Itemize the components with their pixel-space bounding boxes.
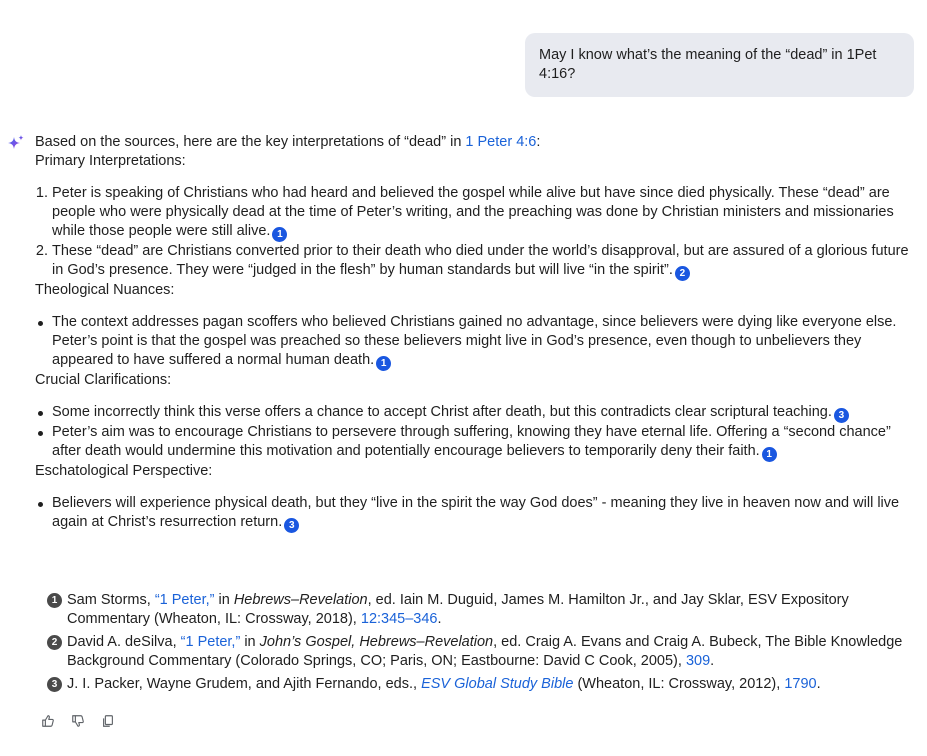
section-title-primary: Primary Interpretations: (35, 153, 186, 169)
copy-icon (101, 714, 115, 728)
reference-page-link[interactable]: 1790 (784, 676, 817, 692)
citation-badge[interactable]: 3 (284, 518, 299, 533)
list-item: Peter’s aim was to encourage Christians to persevere through suffering, knowing they have eternal life. Offering a “second chance” after death would undermine this motivation and potentially encourage believers to temporarily deny their faith. 1 (35, 423, 915, 462)
sparkle-icon (6, 134, 26, 154)
assistant-answer (35, 133, 915, 533)
verse-link[interactable]: 1 Peter 4:6 (465, 134, 537, 150)
crucial-clarifications-list (35, 403, 915, 462)
citation-badge[interactable]: 1 (376, 356, 391, 371)
reference-book-link[interactable]: ESV Global Study Bible (421, 676, 574, 692)
user-message-bubble (525, 33, 914, 97)
thumbs-up-icon (41, 714, 55, 728)
list-item: 2. These “dead” are Christians converted prior to their death who died under the world’s disapproval, but are assured of a glorious future in God’s presence. They were “judged in the flesh” by human standards but will live “in the spirit”. 2 (52, 242, 915, 281)
reference-number: 3 (47, 677, 62, 692)
reference-title-link[interactable]: “1 Peter,” (180, 634, 241, 650)
citation-badge[interactable]: 1 (762, 447, 777, 462)
thumbs-down-button[interactable] (70, 713, 86, 729)
citation-badge[interactable]: 3 (834, 408, 849, 423)
reference-number: 2 (47, 635, 62, 650)
thumbs-up-button[interactable] (40, 713, 56, 729)
reference-item: 2 David A. deSilva, “1 Peter,” in John’s Gospel, Hebrews–Revelation, ed. Craig A. Evans and Craig A. Bubeck, The Bible Knowledge Background Commentary (Colorado Springs, CO; Paris, ON; Eastbourne: David C Cook, 2005), 309. (47, 633, 907, 671)
reference-number: 1 (47, 593, 62, 608)
references-list (47, 591, 907, 698)
list-item: Some incorrectly think this verse offers a chance to accept Christ after death, but this contradicts clear scriptural teaching. 3 (35, 403, 915, 423)
citation-badge[interactable]: 1 (272, 227, 287, 242)
thumbs-down-icon (71, 714, 85, 728)
list-item: The context addresses pagan scoffers who believed Christians gained no advantage, since believers were dying like everyone else. Peter’s point is that the gospel was preached so these believers might live in God’s presence, even though to unbelievers they appeared to have suffered a normal human death. 1 (35, 313, 915, 371)
reference-page-link[interactable]: 12:345–346 (360, 611, 438, 627)
copy-button[interactable] (100, 713, 116, 729)
list-item: 1. Peter is speaking of Christians who had heard and believed the gospel while alive but have since died physically. These “dead” are people who were physically dead at the time of Peter’s writing, and the preaching was done by Christian ministers and missionaries while those people were still alive. 1 (52, 184, 915, 242)
reference-page-link[interactable]: 309 (685, 653, 711, 669)
answer-intro: Based on the sources, here are the key interpretations of “dead” in 1 Peter 4:6: (35, 134, 541, 150)
reference-item: 1 Sam Storms, “1 Peter,” in Hebrews–Revelation, ed. Iain M. Duguid, James M. Hamilton Jr., and Jay Sklar, ESV Expository Commentary (Wheaton, IL: Crossway, 2018), 12:345–346. (47, 591, 907, 629)
list-item: Believers will experience physical death, but they “live in the spirit the way God does” - meaning they live in heaven now and will live again at Christ’s resurrection return. 3 (35, 494, 915, 533)
theological-nuances-list (35, 313, 915, 371)
section-title-clarifications: Crucial Clarifications: (35, 372, 172, 388)
section-title-eschatological: Eschatological Perspective: (35, 463, 213, 479)
citation-badge[interactable]: 2 (675, 266, 690, 281)
section-title-theological: Theological Nuances: (35, 282, 175, 298)
user-message-text: May I know what’s the meaning of the “dead” in 1Pet 4:16? (539, 47, 877, 82)
primary-interpretations-list (35, 184, 915, 281)
reference-item: 3 J. I. Packer, Wayne Grudem, and Ajith Fernando, eds., ESV Global Study Bible (Wheaton, IL: Crossway, 2012), 1790. (47, 675, 907, 694)
eschatological-list (35, 494, 915, 533)
reference-title-link[interactable]: “1 Peter,” (154, 592, 215, 608)
message-actions (40, 713, 116, 729)
